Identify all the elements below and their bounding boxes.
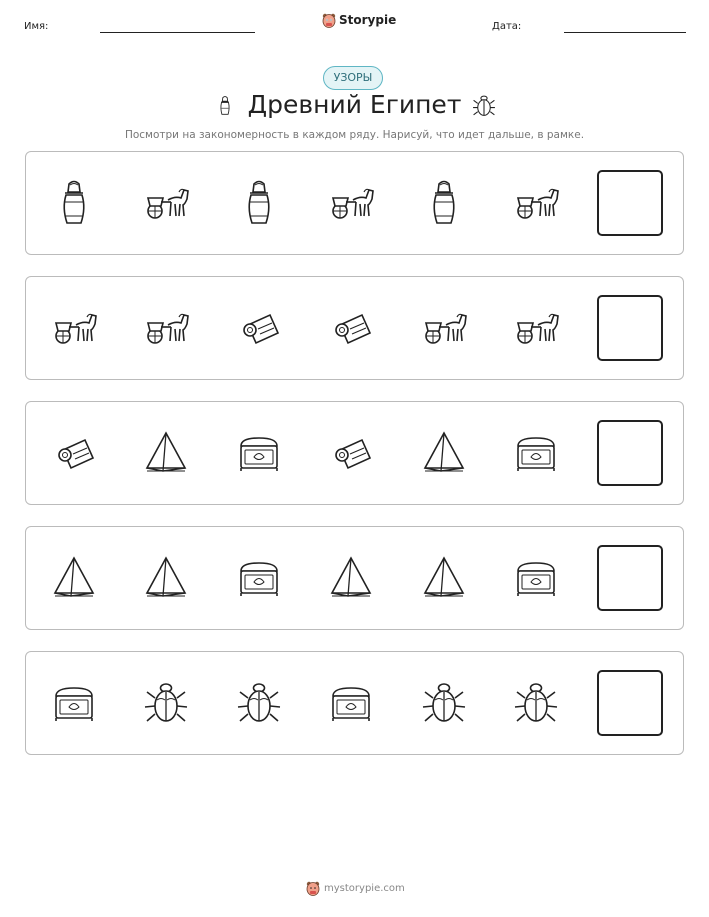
papyrus-scroll-icon [49, 428, 99, 478]
answer-box[interactable] [597, 295, 663, 361]
name-label: Имя: [24, 21, 49, 32]
scarab-icon [234, 678, 284, 728]
chariot-icon [49, 303, 99, 353]
footer [306, 880, 405, 896]
answer-box[interactable] [597, 545, 663, 611]
pattern-row [25, 401, 684, 505]
papyrus-scroll-icon [326, 428, 376, 478]
treasure-chest-icon [511, 428, 561, 478]
pyramid-icon [326, 553, 376, 603]
treasure-chest-icon [511, 553, 561, 603]
scarab-icon [471, 92, 497, 124]
pyramid-icon [419, 428, 469, 478]
answer-box[interactable] [597, 420, 663, 486]
scarab-icon [141, 678, 191, 728]
pyramid-icon [141, 553, 191, 603]
chariot-icon [419, 303, 469, 353]
chariot-icon [326, 178, 376, 228]
pattern-row [25, 276, 684, 380]
category-badge: УЗОРЫ [323, 66, 383, 90]
page-title: Древний Египет [247, 90, 462, 119]
canopic-jar-icon [234, 178, 284, 228]
canopic-jar-icon [419, 178, 469, 228]
name-field[interactable] [100, 32, 255, 33]
pyramid-icon [419, 553, 469, 603]
papyrus-scroll-icon [326, 303, 376, 353]
chariot-icon [511, 303, 561, 353]
treasure-chest-icon [326, 678, 376, 728]
pattern-row [25, 526, 684, 630]
treasure-chest-icon [234, 428, 284, 478]
footer-url: mystorypie.com [324, 882, 405, 894]
answer-box[interactable] [597, 670, 663, 736]
treasure-chest-icon [234, 553, 284, 603]
pattern-row [25, 151, 684, 255]
date-field[interactable] [564, 32, 686, 33]
brand-logo [322, 12, 396, 28]
scarab-icon [419, 678, 469, 728]
canopic-jar-icon [49, 178, 99, 228]
scarab-icon [511, 678, 561, 728]
brand-name: Storypie [339, 13, 397, 27]
date-label: Дата: [492, 21, 522, 32]
storypie-mascot-icon [322, 12, 336, 28]
answer-box[interactable] [597, 170, 663, 236]
storypie-mascot-icon [306, 880, 320, 896]
pattern-row [25, 651, 684, 755]
chariot-icon [141, 303, 191, 353]
treasure-chest-icon [49, 678, 99, 728]
instructions: Посмотри на закономерность в каждом ряду. Нарисуй, что идет дальше, в рамке. [124, 129, 585, 141]
chariot-icon [141, 178, 191, 228]
pyramid-icon [49, 553, 99, 603]
pyramid-icon [141, 428, 191, 478]
chariot-icon [511, 178, 561, 228]
papyrus-scroll-icon [234, 303, 284, 353]
